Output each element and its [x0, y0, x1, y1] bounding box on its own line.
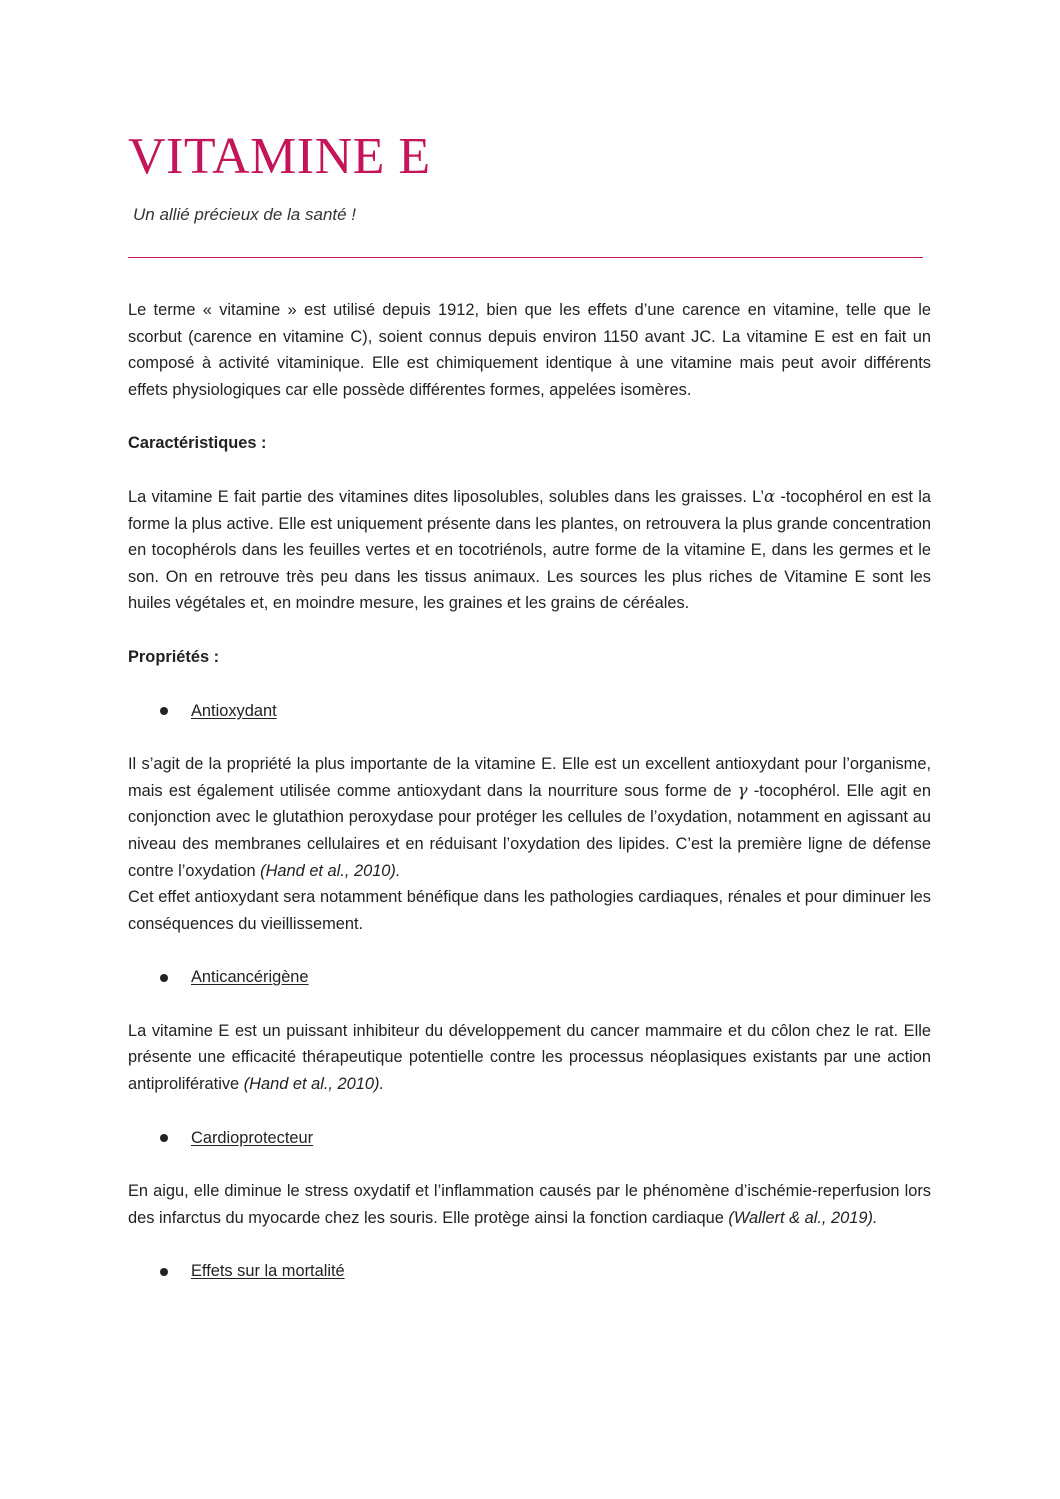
- bullet-label-antioxydant: Antioxydant: [191, 701, 277, 720]
- citation-wallert-2019: (Wallert & al., 2019).: [728, 1208, 878, 1227]
- document-body: [128, 297, 931, 1312]
- bullet-label-mortalite: Effets sur la mortalité: [191, 1262, 345, 1281]
- gamma-symbol: γ: [737, 780, 748, 800]
- bullet-dot-icon: [160, 707, 168, 715]
- bullet-label-anticancerigene: Anticancérigène: [191, 968, 309, 987]
- bullet-antioxydant: [128, 698, 931, 725]
- antioxydant-paragraph: [128, 751, 931, 884]
- bullet-label-cardioprotecteur: Cardioprotecteur: [191, 1128, 314, 1147]
- section-heading-proprietes: Propriétés :: [128, 647, 220, 666]
- bullet-mortalite: [128, 1258, 931, 1285]
- bullet-dot-icon: [160, 1134, 168, 1142]
- bullet-dot-icon: [160, 974, 168, 982]
- bullet-anticancerigene: [128, 964, 931, 991]
- alpha-symbol: α: [764, 486, 776, 506]
- cardioprotecteur-paragraph: [128, 1178, 931, 1231]
- anticancerigene-paragraph: [128, 1018, 931, 1098]
- bullet-cardioprotecteur: [128, 1125, 931, 1152]
- caracteristiques-text-end: -tocophérol en est la forme la plus active. Elle est uniquement présente dans les plantes, on retrouvera la plus grande concentration en tocophérols dans les feuilles vertes et en tocotriénols, autre forme de la vitamine E, dans les germes et le son. On en retrouve très peu dans les tissus animaux. Les sources les plus riches de Vitamine E sont les huiles végétales et, en moindre mesure, les graines et les grains de céréales.: [128, 487, 931, 613]
- bullet-dot-icon: [160, 1268, 168, 1276]
- intro-paragraph: Le terme « vitamine » est utilisé depuis 1912, bien que les effets d’une carence en vitamine, telle que le scorbut (carence en vitamine C), soient connus depuis environ 1150 avant JC. La vitamine E est en fait un composé à activité vitaminique. Elle est chimiquement identique à une vitamine mais peut avoir différents effets physiologiques car elle possède différentes formes, appelées isomères.: [128, 301, 931, 399]
- citation-hand-2010: (Hand et al., 2010).: [260, 861, 401, 880]
- page-subtitle: Un allié précieux de la santé !: [133, 205, 357, 224]
- section-heading-caracteristiques: Caractéristiques :: [128, 434, 267, 453]
- antioxydant-text-start: Il s’agit de la propriété la plus importante de la vitamine E. Elle est un excellent antioxydant pour l’organisme, mais est également utilisée comme antioxydant dans la nourriture sous forme de: [128, 755, 931, 800]
- citation-hand-2010: (Hand et al., 2010).: [243, 1075, 385, 1094]
- cardioprotecteur-text: En aigu, elle diminue le stress oxydatif et l’inflammation causés par le phénomène d’ischémie-reperfusion lors des infarctus du myocarde chez les souris. Elle protège ainsi la fonction cardiaque: [128, 1182, 931, 1227]
- caracteristiques-paragraph: [128, 484, 931, 617]
- caracteristiques-text-start: La vitamine E fait partie des vitamines dites liposolubles, solubles dans les graisses. L’: [128, 487, 765, 506]
- page-title: VITAMINE E: [128, 128, 431, 185]
- title-divider: [128, 257, 923, 258]
- anticancerigene-text: La vitamine E est un puissant inhibiteur du développement du cancer mammaire et du côlon chez le rat. Elle présente une efficacité thérapeutique potentielle contre les processus néoplasiques existants par une action antiproliférative: [128, 1021, 931, 1094]
- antioxydant-paragraph-2: Cet effet antioxydant sera notamment bénéfique dans les pathologies cardiaques, rénales et pour diminuer les conséquences du vieillissement.: [128, 888, 931, 933]
- antioxydant-text-end: -tocophérol. Elle agit en conjonction avec le glutathion peroxydase pour protéger les cellules de l’oxydation, notamment en agissant au niveau des membranes cellulaires et en réduisant l’oxydation des lipides. C’est la première ligne de défense contre l’oxydation: [128, 781, 931, 880]
